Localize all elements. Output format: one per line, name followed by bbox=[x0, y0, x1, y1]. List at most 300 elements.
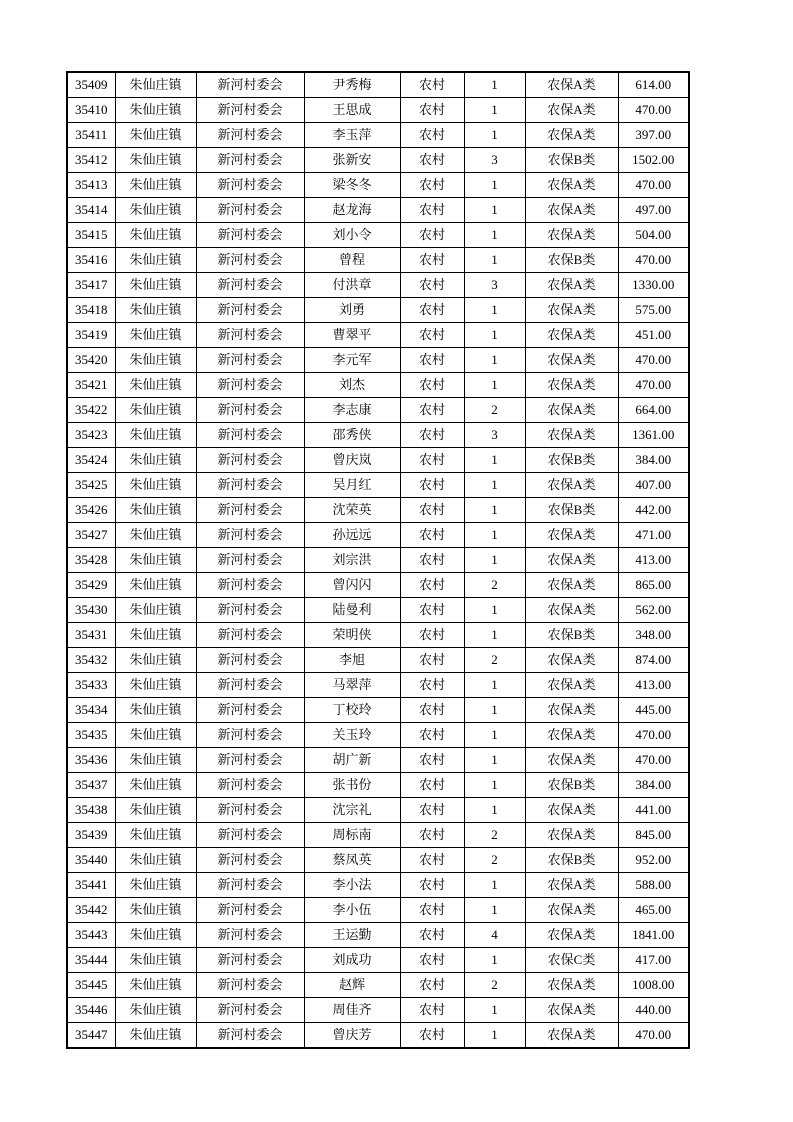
cell-residence-type: 农村 bbox=[400, 898, 464, 923]
cell-amount: 413.00 bbox=[618, 548, 689, 573]
cell-serial-number: 35447 bbox=[67, 1023, 115, 1049]
cell-person-name: 赵龙海 bbox=[304, 198, 400, 223]
cell-insurance-category: 农保A类 bbox=[525, 223, 618, 248]
table-row bbox=[67, 548, 689, 573]
benefits-roster-table bbox=[66, 71, 690, 1049]
cell-person-name: 关玉玲 bbox=[304, 723, 400, 748]
cell-insurance-category: 农保A类 bbox=[525, 323, 618, 348]
cell-amount: 442.00 bbox=[618, 498, 689, 523]
cell-person-name: 刘勇 bbox=[304, 298, 400, 323]
cell-residence-type: 农村 bbox=[400, 648, 464, 673]
cell-residence-type: 农村 bbox=[400, 748, 464, 773]
table-row bbox=[67, 248, 689, 273]
cell-person-count: 1 bbox=[464, 1023, 525, 1049]
table-row bbox=[67, 998, 689, 1023]
cell-amount: 440.00 bbox=[618, 998, 689, 1023]
cell-amount: 413.00 bbox=[618, 673, 689, 698]
cell-serial-number: 35431 bbox=[67, 623, 115, 648]
table-row bbox=[67, 523, 689, 548]
table-row bbox=[67, 823, 689, 848]
cell-insurance-category: 农保A类 bbox=[525, 298, 618, 323]
cell-person-count: 1 bbox=[464, 123, 525, 148]
cell-town: 朱仙庄镇 bbox=[115, 348, 196, 373]
cell-serial-number: 35409 bbox=[67, 72, 115, 98]
cell-amount: 470.00 bbox=[618, 348, 689, 373]
cell-person-name: 荣明侠 bbox=[304, 623, 400, 648]
cell-village-committee: 新河村委会 bbox=[196, 748, 304, 773]
cell-town: 朱仙庄镇 bbox=[115, 398, 196, 423]
cell-serial-number: 35442 bbox=[67, 898, 115, 923]
table-row bbox=[67, 498, 689, 523]
cell-village-committee: 新河村委会 bbox=[196, 198, 304, 223]
cell-residence-type: 农村 bbox=[400, 223, 464, 248]
cell-village-committee: 新河村委会 bbox=[196, 523, 304, 548]
cell-amount: 588.00 bbox=[618, 873, 689, 898]
cell-serial-number: 35446 bbox=[67, 998, 115, 1023]
cell-town: 朱仙庄镇 bbox=[115, 823, 196, 848]
cell-person-count: 1 bbox=[464, 173, 525, 198]
cell-amount: 384.00 bbox=[618, 773, 689, 798]
cell-serial-number: 35440 bbox=[67, 848, 115, 873]
cell-person-name: 李元军 bbox=[304, 348, 400, 373]
cell-person-count: 1 bbox=[464, 498, 525, 523]
cell-serial-number: 35443 bbox=[67, 923, 115, 948]
cell-person-count: 1 bbox=[464, 223, 525, 248]
cell-person-name: 尹秀梅 bbox=[304, 72, 400, 98]
cell-insurance-category: 农保A类 bbox=[525, 173, 618, 198]
cell-serial-number: 35420 bbox=[67, 348, 115, 373]
cell-person-name: 曾庆芳 bbox=[304, 1023, 400, 1049]
table-row bbox=[67, 573, 689, 598]
cell-village-committee: 新河村委会 bbox=[196, 848, 304, 873]
cell-serial-number: 35437 bbox=[67, 773, 115, 798]
cell-person-name: 曾程 bbox=[304, 248, 400, 273]
cell-residence-type: 农村 bbox=[400, 573, 464, 598]
table-row bbox=[67, 773, 689, 798]
cell-amount: 470.00 bbox=[618, 173, 689, 198]
cell-person-name: 梁冬冬 bbox=[304, 173, 400, 198]
cell-town: 朱仙庄镇 bbox=[115, 523, 196, 548]
cell-residence-type: 农村 bbox=[400, 723, 464, 748]
cell-residence-type: 农村 bbox=[400, 448, 464, 473]
table-row bbox=[67, 1023, 689, 1049]
cell-insurance-category: 农保A类 bbox=[525, 573, 618, 598]
cell-person-count: 1 bbox=[464, 598, 525, 623]
table-row bbox=[67, 848, 689, 873]
cell-person-name: 王思成 bbox=[304, 98, 400, 123]
cell-amount: 441.00 bbox=[618, 798, 689, 823]
cell-serial-number: 35427 bbox=[67, 523, 115, 548]
cell-person-name: 周标南 bbox=[304, 823, 400, 848]
cell-serial-number: 35432 bbox=[67, 648, 115, 673]
cell-insurance-category: 农保B类 bbox=[525, 248, 618, 273]
cell-town: 朱仙庄镇 bbox=[115, 798, 196, 823]
table-row bbox=[67, 873, 689, 898]
cell-person-count: 1 bbox=[464, 323, 525, 348]
cell-amount: 417.00 bbox=[618, 948, 689, 973]
cell-person-count: 1 bbox=[464, 698, 525, 723]
cell-amount: 465.00 bbox=[618, 898, 689, 923]
cell-person-name: 沈荣英 bbox=[304, 498, 400, 523]
cell-village-committee: 新河村委会 bbox=[196, 623, 304, 648]
cell-person-count: 1 bbox=[464, 873, 525, 898]
cell-amount: 1502.00 bbox=[618, 148, 689, 173]
cell-person-name: 刘杰 bbox=[304, 373, 400, 398]
cell-person-name: 李玉萍 bbox=[304, 123, 400, 148]
cell-person-name: 张新安 bbox=[304, 148, 400, 173]
cell-person-count: 1 bbox=[464, 72, 525, 98]
cell-person-name: 曾闪闪 bbox=[304, 573, 400, 598]
cell-person-count: 1 bbox=[464, 98, 525, 123]
table-row bbox=[67, 923, 689, 948]
cell-person-name: 曹翠平 bbox=[304, 323, 400, 348]
cell-town: 朱仙庄镇 bbox=[115, 223, 196, 248]
cell-serial-number: 35422 bbox=[67, 398, 115, 423]
cell-village-committee: 新河村委会 bbox=[196, 173, 304, 198]
cell-amount: 470.00 bbox=[618, 373, 689, 398]
cell-residence-type: 农村 bbox=[400, 623, 464, 648]
cell-insurance-category: 农保A类 bbox=[525, 748, 618, 773]
cell-residence-type: 农村 bbox=[400, 873, 464, 898]
cell-amount: 845.00 bbox=[618, 823, 689, 848]
cell-residence-type: 农村 bbox=[400, 373, 464, 398]
cell-person-name: 吴月红 bbox=[304, 473, 400, 498]
cell-serial-number: 35424 bbox=[67, 448, 115, 473]
cell-town: 朱仙庄镇 bbox=[115, 548, 196, 573]
table-row bbox=[67, 748, 689, 773]
cell-insurance-category: 农保A类 bbox=[525, 123, 618, 148]
cell-town: 朱仙庄镇 bbox=[115, 573, 196, 598]
cell-amount: 397.00 bbox=[618, 123, 689, 148]
table-row bbox=[67, 698, 689, 723]
cell-town: 朱仙庄镇 bbox=[115, 473, 196, 498]
cell-town: 朱仙庄镇 bbox=[115, 773, 196, 798]
cell-person-count: 2 bbox=[464, 648, 525, 673]
cell-person-name: 李志康 bbox=[304, 398, 400, 423]
cell-amount: 874.00 bbox=[618, 648, 689, 673]
cell-serial-number: 35423 bbox=[67, 423, 115, 448]
cell-village-committee: 新河村委会 bbox=[196, 948, 304, 973]
cell-residence-type: 农村 bbox=[400, 473, 464, 498]
cell-residence-type: 农村 bbox=[400, 923, 464, 948]
cell-person-count: 2 bbox=[464, 973, 525, 998]
cell-insurance-category: 农保A类 bbox=[525, 373, 618, 398]
cell-village-committee: 新河村委会 bbox=[196, 598, 304, 623]
cell-village-committee: 新河村委会 bbox=[196, 373, 304, 398]
table-row bbox=[67, 898, 689, 923]
cell-serial-number: 35436 bbox=[67, 748, 115, 773]
cell-residence-type: 农村 bbox=[400, 323, 464, 348]
cell-person-count: 2 bbox=[464, 823, 525, 848]
cell-village-committee: 新河村委会 bbox=[196, 223, 304, 248]
cell-village-committee: 新河村委会 bbox=[196, 248, 304, 273]
cell-town: 朱仙庄镇 bbox=[115, 98, 196, 123]
cell-insurance-category: 农保A类 bbox=[525, 423, 618, 448]
cell-serial-number: 35434 bbox=[67, 698, 115, 723]
cell-person-name: 曾庆岚 bbox=[304, 448, 400, 473]
table-row bbox=[67, 398, 689, 423]
cell-person-count: 1 bbox=[464, 348, 525, 373]
cell-insurance-category: 农保B类 bbox=[525, 498, 618, 523]
cell-amount: 664.00 bbox=[618, 398, 689, 423]
cell-serial-number: 35445 bbox=[67, 973, 115, 998]
cell-amount: 1008.00 bbox=[618, 973, 689, 998]
table-row bbox=[67, 473, 689, 498]
table-row bbox=[67, 223, 689, 248]
cell-residence-type: 农村 bbox=[400, 398, 464, 423]
table-row bbox=[67, 373, 689, 398]
cell-residence-type: 农村 bbox=[400, 98, 464, 123]
cell-person-name: 刘宗洪 bbox=[304, 548, 400, 573]
cell-insurance-category: 农保A类 bbox=[525, 998, 618, 1023]
cell-village-committee: 新河村委会 bbox=[196, 1023, 304, 1049]
table-row bbox=[67, 173, 689, 198]
table-body bbox=[67, 72, 689, 1048]
cell-residence-type: 农村 bbox=[400, 973, 464, 998]
cell-person-name: 胡广新 bbox=[304, 748, 400, 773]
cell-amount: 562.00 bbox=[618, 598, 689, 623]
cell-village-committee: 新河村委会 bbox=[196, 898, 304, 923]
table-row bbox=[67, 72, 689, 98]
cell-person-name: 丁校玲 bbox=[304, 698, 400, 723]
table-row bbox=[67, 123, 689, 148]
cell-serial-number: 35428 bbox=[67, 548, 115, 573]
cell-insurance-category: 农保A类 bbox=[525, 348, 618, 373]
cell-person-count: 1 bbox=[464, 773, 525, 798]
cell-residence-type: 农村 bbox=[400, 848, 464, 873]
cell-serial-number: 35439 bbox=[67, 823, 115, 848]
cell-village-committee: 新河村委会 bbox=[196, 398, 304, 423]
cell-serial-number: 35444 bbox=[67, 948, 115, 973]
cell-serial-number: 35419 bbox=[67, 323, 115, 348]
cell-town: 朱仙庄镇 bbox=[115, 873, 196, 898]
cell-person-name: 周佳齐 bbox=[304, 998, 400, 1023]
cell-amount: 470.00 bbox=[618, 723, 689, 748]
cell-person-count: 1 bbox=[464, 548, 525, 573]
cell-town: 朱仙庄镇 bbox=[115, 723, 196, 748]
cell-amount: 952.00 bbox=[618, 848, 689, 873]
cell-insurance-category: 农保A类 bbox=[525, 698, 618, 723]
cell-amount: 348.00 bbox=[618, 623, 689, 648]
cell-residence-type: 农村 bbox=[400, 173, 464, 198]
cell-town: 朱仙庄镇 bbox=[115, 298, 196, 323]
cell-person-name: 蔡凤英 bbox=[304, 848, 400, 873]
cell-serial-number: 35412 bbox=[67, 148, 115, 173]
cell-person-count: 1 bbox=[464, 998, 525, 1023]
cell-person-count: 1 bbox=[464, 623, 525, 648]
cell-village-committee: 新河村委会 bbox=[196, 448, 304, 473]
cell-person-name: 李小法 bbox=[304, 873, 400, 898]
cell-serial-number: 35418 bbox=[67, 298, 115, 323]
cell-person-name: 沈宗礼 bbox=[304, 798, 400, 823]
cell-town: 朱仙庄镇 bbox=[115, 248, 196, 273]
cell-village-committee: 新河村委会 bbox=[196, 998, 304, 1023]
table-row bbox=[67, 148, 689, 173]
cell-person-count: 1 bbox=[464, 898, 525, 923]
cell-residence-type: 农村 bbox=[400, 598, 464, 623]
cell-insurance-category: 农保B类 bbox=[525, 448, 618, 473]
cell-amount: 575.00 bbox=[618, 298, 689, 323]
cell-person-count: 1 bbox=[464, 198, 525, 223]
cell-person-count: 1 bbox=[464, 798, 525, 823]
cell-town: 朱仙庄镇 bbox=[115, 898, 196, 923]
cell-insurance-category: 农保C类 bbox=[525, 948, 618, 973]
cell-insurance-category: 农保B类 bbox=[525, 848, 618, 873]
cell-village-committee: 新河村委会 bbox=[196, 498, 304, 523]
cell-village-committee: 新河村委会 bbox=[196, 723, 304, 748]
table-row bbox=[67, 673, 689, 698]
cell-person-count: 2 bbox=[464, 848, 525, 873]
table-row bbox=[67, 723, 689, 748]
table-row bbox=[67, 423, 689, 448]
cell-person-count: 1 bbox=[464, 748, 525, 773]
cell-village-committee: 新河村委会 bbox=[196, 273, 304, 298]
cell-residence-type: 农村 bbox=[400, 1023, 464, 1049]
cell-village-committee: 新河村委会 bbox=[196, 698, 304, 723]
cell-residence-type: 农村 bbox=[400, 348, 464, 373]
cell-serial-number: 35415 bbox=[67, 223, 115, 248]
cell-person-name: 刘成功 bbox=[304, 948, 400, 973]
cell-town: 朱仙庄镇 bbox=[115, 373, 196, 398]
table-row bbox=[67, 298, 689, 323]
cell-residence-type: 农村 bbox=[400, 798, 464, 823]
cell-person-name: 邵秀侠 bbox=[304, 423, 400, 448]
cell-amount: 865.00 bbox=[618, 573, 689, 598]
cell-village-committee: 新河村委会 bbox=[196, 298, 304, 323]
cell-town: 朱仙庄镇 bbox=[115, 948, 196, 973]
cell-village-committee: 新河村委会 bbox=[196, 348, 304, 373]
cell-residence-type: 农村 bbox=[400, 498, 464, 523]
cell-residence-type: 农村 bbox=[400, 248, 464, 273]
cell-serial-number: 35421 bbox=[67, 373, 115, 398]
cell-person-count: 2 bbox=[464, 573, 525, 598]
table-row bbox=[67, 98, 689, 123]
cell-residence-type: 农村 bbox=[400, 273, 464, 298]
cell-person-name: 赵辉 bbox=[304, 973, 400, 998]
cell-serial-number: 35435 bbox=[67, 723, 115, 748]
cell-town: 朱仙庄镇 bbox=[115, 173, 196, 198]
cell-insurance-category: 农保A类 bbox=[525, 673, 618, 698]
cell-amount: 451.00 bbox=[618, 323, 689, 348]
cell-town: 朱仙庄镇 bbox=[115, 123, 196, 148]
cell-town: 朱仙庄镇 bbox=[115, 648, 196, 673]
cell-residence-type: 农村 bbox=[400, 548, 464, 573]
table-row bbox=[67, 648, 689, 673]
cell-amount: 1361.00 bbox=[618, 423, 689, 448]
cell-amount: 504.00 bbox=[618, 223, 689, 248]
cell-amount: 470.00 bbox=[618, 98, 689, 123]
cell-town: 朱仙庄镇 bbox=[115, 323, 196, 348]
cell-person-count: 4 bbox=[464, 923, 525, 948]
table-row bbox=[67, 948, 689, 973]
cell-insurance-category: 农保A类 bbox=[525, 648, 618, 673]
cell-person-name: 李小伍 bbox=[304, 898, 400, 923]
cell-insurance-category: 农保A类 bbox=[525, 598, 618, 623]
cell-insurance-category: 农保A类 bbox=[525, 273, 618, 298]
cell-person-count: 1 bbox=[464, 723, 525, 748]
cell-serial-number: 35411 bbox=[67, 123, 115, 148]
cell-insurance-category: 农保A类 bbox=[525, 1023, 618, 1049]
cell-serial-number: 35414 bbox=[67, 198, 115, 223]
cell-town: 朱仙庄镇 bbox=[115, 198, 196, 223]
cell-insurance-category: 农保A类 bbox=[525, 72, 618, 98]
cell-village-committee: 新河村委会 bbox=[196, 548, 304, 573]
cell-serial-number: 35416 bbox=[67, 248, 115, 273]
table-row bbox=[67, 798, 689, 823]
cell-town: 朱仙庄镇 bbox=[115, 623, 196, 648]
cell-amount: 384.00 bbox=[618, 448, 689, 473]
cell-person-count: 1 bbox=[464, 373, 525, 398]
cell-town: 朱仙庄镇 bbox=[115, 973, 196, 998]
cell-town: 朱仙庄镇 bbox=[115, 998, 196, 1023]
cell-village-committee: 新河村委会 bbox=[196, 148, 304, 173]
cell-person-count: 3 bbox=[464, 148, 525, 173]
cell-insurance-category: 农保A类 bbox=[525, 923, 618, 948]
cell-insurance-category: 农保A类 bbox=[525, 98, 618, 123]
cell-insurance-category: 农保A类 bbox=[525, 723, 618, 748]
cell-person-name: 李旭 bbox=[304, 648, 400, 673]
cell-insurance-category: 农保B类 bbox=[525, 773, 618, 798]
cell-serial-number: 35413 bbox=[67, 173, 115, 198]
cell-serial-number: 35410 bbox=[67, 98, 115, 123]
cell-amount: 470.00 bbox=[618, 748, 689, 773]
cell-person-name: 刘小令 bbox=[304, 223, 400, 248]
cell-residence-type: 农村 bbox=[400, 148, 464, 173]
table-row bbox=[67, 348, 689, 373]
cell-town: 朱仙庄镇 bbox=[115, 748, 196, 773]
cell-person-name: 孙远远 bbox=[304, 523, 400, 548]
cell-person-count: 1 bbox=[464, 523, 525, 548]
cell-insurance-category: 农保A类 bbox=[525, 198, 618, 223]
cell-residence-type: 农村 bbox=[400, 198, 464, 223]
cell-insurance-category: 农保A类 bbox=[525, 523, 618, 548]
cell-town: 朱仙庄镇 bbox=[115, 148, 196, 173]
cell-person-count: 1 bbox=[464, 473, 525, 498]
cell-person-count: 1 bbox=[464, 448, 525, 473]
cell-village-committee: 新河村委会 bbox=[196, 673, 304, 698]
cell-amount: 614.00 bbox=[618, 72, 689, 98]
cell-person-name: 张书份 bbox=[304, 773, 400, 798]
cell-amount: 497.00 bbox=[618, 198, 689, 223]
cell-amount: 1330.00 bbox=[618, 273, 689, 298]
cell-person-name: 付洪章 bbox=[304, 273, 400, 298]
cell-person-count: 3 bbox=[464, 423, 525, 448]
cell-village-committee: 新河村委会 bbox=[196, 873, 304, 898]
cell-town: 朱仙庄镇 bbox=[115, 598, 196, 623]
table-row bbox=[67, 973, 689, 998]
cell-serial-number: 35429 bbox=[67, 573, 115, 598]
cell-serial-number: 35426 bbox=[67, 498, 115, 523]
cell-village-committee: 新河村委会 bbox=[196, 823, 304, 848]
cell-insurance-category: 农保B类 bbox=[525, 148, 618, 173]
cell-residence-type: 农村 bbox=[400, 823, 464, 848]
cell-person-name: 陆曼利 bbox=[304, 598, 400, 623]
table-sheet bbox=[66, 71, 690, 1049]
cell-person-count: 1 bbox=[464, 248, 525, 273]
cell-amount: 1841.00 bbox=[618, 923, 689, 948]
cell-serial-number: 35425 bbox=[67, 473, 115, 498]
cell-serial-number: 35417 bbox=[67, 273, 115, 298]
cell-town: 朱仙庄镇 bbox=[115, 448, 196, 473]
cell-residence-type: 农村 bbox=[400, 123, 464, 148]
cell-person-name: 王运勤 bbox=[304, 923, 400, 948]
cell-town: 朱仙庄镇 bbox=[115, 423, 196, 448]
cell-person-count: 3 bbox=[464, 273, 525, 298]
cell-residence-type: 农村 bbox=[400, 673, 464, 698]
cell-serial-number: 35430 bbox=[67, 598, 115, 623]
cell-amount: 445.00 bbox=[618, 698, 689, 723]
cell-insurance-category: 农保A类 bbox=[525, 798, 618, 823]
